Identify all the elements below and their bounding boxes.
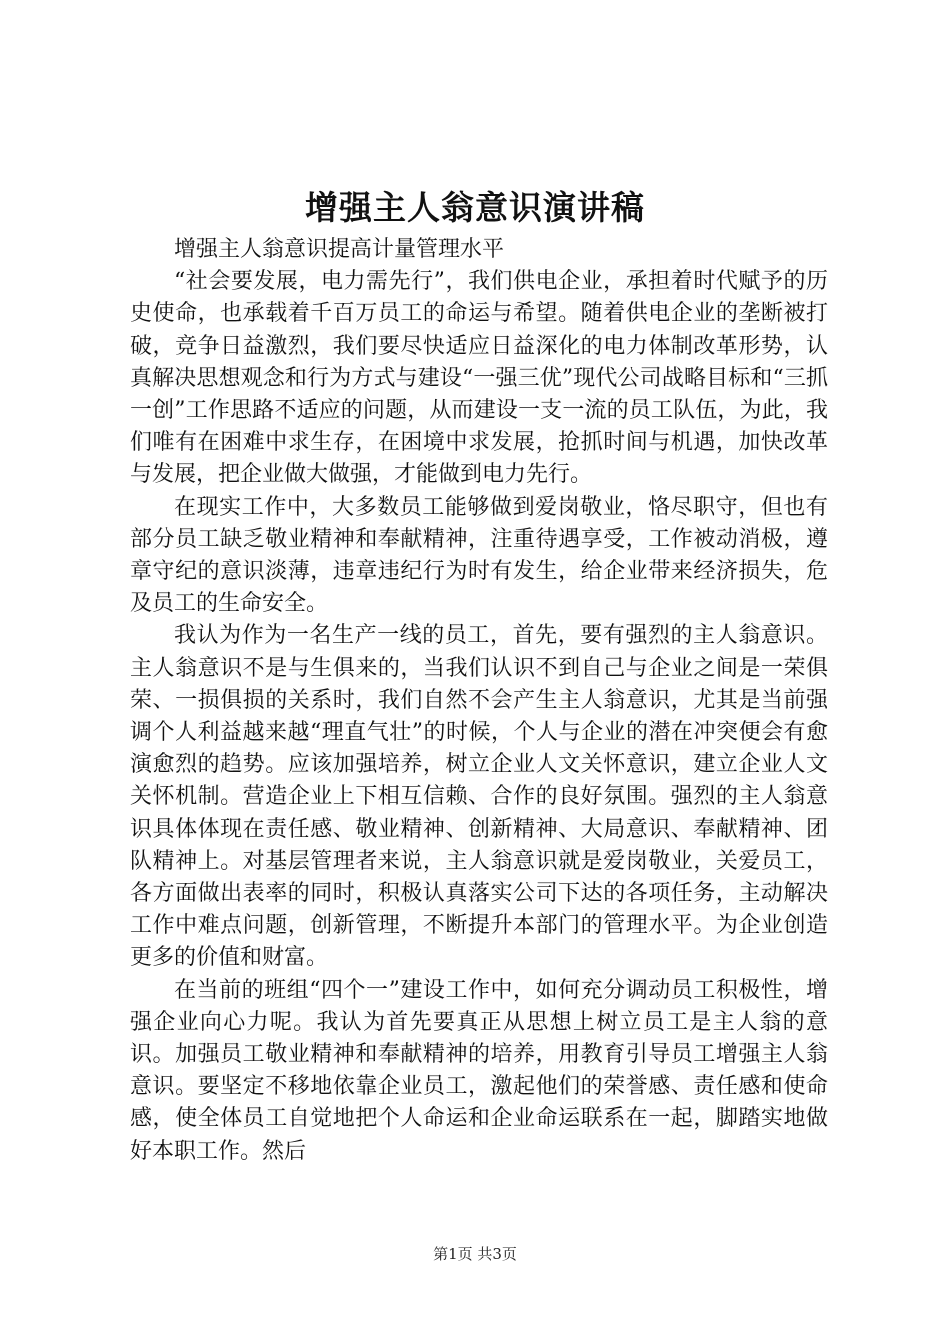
page-number-footer: 第1页 共3页	[433, 1245, 517, 1263]
document-body	[130, 234, 828, 1168]
subtitle-paragraph: 增强主人翁意识提高计量管理水平	[174, 237, 505, 262]
body-paragraph: 我认为作为一名生产一线的员工，首先，要有强烈的主人翁意识。主人翁意识不是与生俱来的，当我们认识不到自己与企业之间是一荣俱荣、一损俱损的关系时，我们自然不会产生主人翁意识，尤其是当前强调个人利益越来越“理直气壮”的时候，个人与企业的潜在冲突便会有愈演愈烈的趋势。应该加强培养，树立企业人文关怀意识，建立企业人文关怀机制。营造企业上下相互信赖、合作的良好氛围。强烈的主人翁意识具体体现在责任感、敬业精神、创新精神、大局意识、奉献精神、团队精神上。对基层管理者来说，主人翁意识就是爱岗敬业，关爱员工，各方面做出表率的同时，积极认真落实公司下达的各项任务，主动解决工作中难点问题，创新管理，不断提升本部门的管理水平。为企业创造更多的价值和财富。	[130, 623, 828, 971]
body-paragraph: “社会要发展，电力需先行”，我们供电企业，承担着时代赋予的历史使命，也承载着千百万员工的命运与希望。随着供电企业的垄断被打破，竞争日益激烈，我们要尽快适应日益深化的电力体制改革形势，认真解决思想观念和行为方式与建设“一强三优”现代公司战略目标和“三抓一创”工作思路不适应的问题，从而建设一支一流的员工队伍，为此，我们唯有在困难中求生存，在困境中求发展，抢抓时间与机遇，加快改革与发展，把企业做大做强，才能做到电力先行。	[130, 269, 828, 488]
document-title: 增强主人翁意识演讲稿	[305, 188, 645, 227]
body-paragraph: 在现实工作中，大多数员工能够做到爱岗敬业，恪尽职守，但也有部分员工缺乏敬业精神和奉献精神，注重待遇享受，工作被动消极，遵章守纪的意识淡薄，违章违纪行为时有发生，给企业带来经济损失，危及员工的生命安全。	[130, 494, 828, 617]
body-paragraph: 在当前的班组“四个一”建设工作中，如何充分调动员工积极性，增强企业向心力呢。我认为首先要真正从思想上树立员工是主人翁的意识。加强员工敬业精神和奉献精神的培养，用教育引导员工增强主人翁意识。要坚定不移地依靠企业员工，激起他们的荣誉感、责任感和使命感，使全体员工自觉地把个人命运和企业命运联系在一起，脚踏实地做好本职工作。然后	[130, 977, 828, 1164]
